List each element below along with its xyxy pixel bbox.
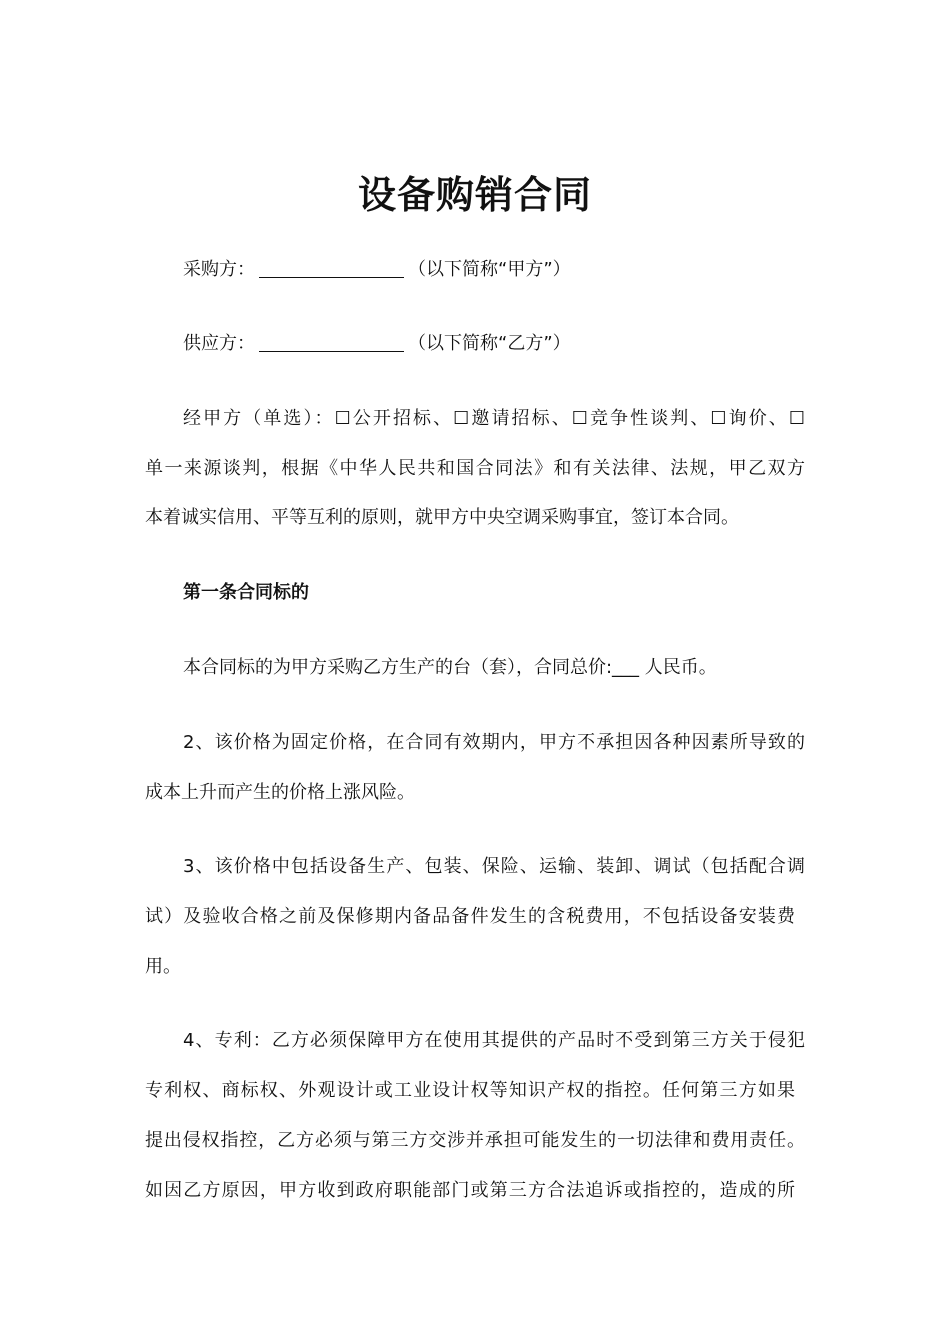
buyer-line (183, 257, 571, 283)
paragraph-line: 如因乙方原因，甲方收到政府职能部门或第三方合法追诉或指控的，造成的所 (145, 1180, 795, 1201)
buyer-blank (259, 259, 404, 278)
paragraph-line: 本合同标的为甲方采购乙方生产的台（套），合同总价:___ 人民币。 (183, 657, 717, 678)
paragraph-line: 专利权、商标权、外观设计或工业设计权等知识产权的指控。任何第三方如果 (145, 1080, 795, 1101)
document-title: 设备购销合同 (357, 173, 592, 217)
paragraph-line: 单一来源谈判，根据《中华人民共和国合同法》和有关法律、法规，甲乙双方 (145, 458, 805, 479)
paragraph-line: 4、专利：乙方必须保障甲方在使用其提供的产品时不受到第三方关于侵犯 (183, 1030, 805, 1051)
paragraph-line: 试）及验收合格之前及保修期内备品备件发生的含税费用，不包括设备安装费 (145, 906, 795, 927)
supplier-label: 供应方： (183, 333, 255, 354)
paragraph-line: 成本上升而产生的价格上涨风险。 (145, 782, 415, 803)
paragraph-line: 本着诚实信用、平等互利的原则，就甲方中央空调采购事宜，签订本合同。 (145, 507, 739, 528)
supplier-line (183, 331, 571, 357)
paragraph-line: 用。 (145, 956, 181, 977)
supplier-blank (259, 333, 404, 352)
paragraph-line: 经甲方（单选）：☐公开招标、☐邀请招标、☐竞争性谈判、☐询价、☐ (183, 408, 805, 429)
paragraph-line: 3、该价格中包括设备生产、包装、保险、运输、装卸、调试（包括配合调 (183, 856, 805, 877)
section-heading: 第一条合同标的 (183, 582, 309, 603)
buyer-label: 采购方： (183, 259, 255, 280)
paragraph-line: 2、该价格为固定价格，在合同有效期内，甲方不承担因各种因素所导致的 (183, 732, 805, 753)
buyer-suffix: （以下简称“甲方”） (408, 259, 571, 280)
paragraph-line: 提出侵权指控，乙方必须与第三方交涉并承担可能发生的一切法律和费用责任。 (145, 1130, 805, 1151)
supplier-suffix: （以下简称“乙方”） (408, 333, 571, 354)
